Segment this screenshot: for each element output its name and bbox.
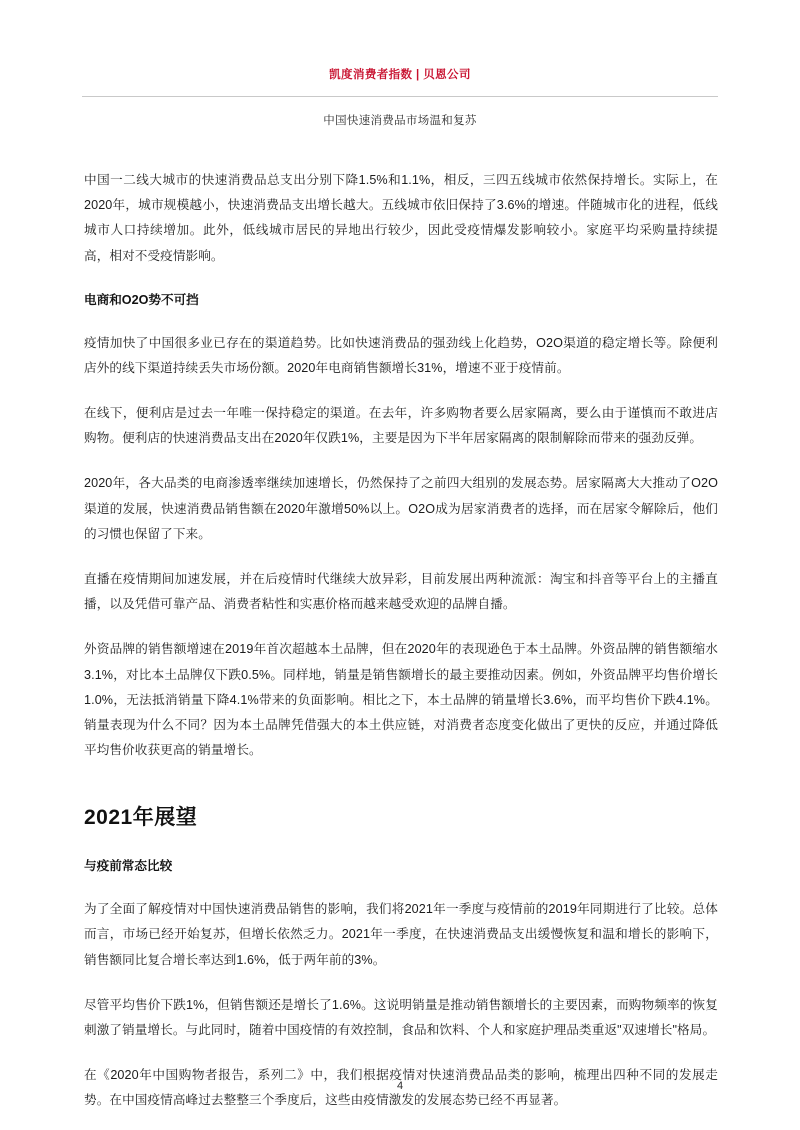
paragraph-2: 疫情加快了中国很多业已存在的渠道趋势。比如快速消费品的强劲线上化趋势，O2O渠道的稳定增长等。除便利店外的线下渠道持续丢失市场份额。2020年电商销售额增长31%，增速不亚于疫情前。 [84, 335, 718, 375]
paragraph-6: 外资品牌的销售额增速在2019年首次超越本土品牌，但在2020年的表现逊色于本土品牌。外资品牌的销售额缩水3.1%，对比本土品牌仅下跌0.5%。同样地，销量是销售额增长的最主要推动因素。例如，外资品牌平均售价增长1.0%，无法抵消销量下降4.1%带来的负面影响。相比之下，本土品牌的销量增长3.6%，而平均售价下跌4.1%。销量表现为什么不同？因为本土品牌凭借强大的本土供应链，对消费者态度变化做出了更快的反应，并通过降低平均售价收获更高的销量增长。 [84, 642, 718, 758]
document-content [84, 168, 718, 1130]
subheading-ecommerce-o2o: 电商和O2O势不可挡 [84, 292, 199, 307]
page-number: 4 [396, 1080, 404, 1092]
paragraph-8: 尽管平均售价下跌1%，但销售额还是增长了1.6%。这说明销量是推动销售额增长的主要因素，而购物频率的恢复刺激了销量增长。与此同时，随着中国疫情的有效控制，食品和饮料、个人和家庭护理品类重返"双速增长"格局。 [84, 997, 718, 1037]
paragraph-3: 在线下，便利店是过去一年唯一保持稳定的渠道。在去年，许多购物者要么居家隔离，要么由于谨慎而不敢进店购物。便利店的快速消费品支出在2020年仅跌1%，主要是因为下半年居家隔离的限制解除而带来的强劲反弹。 [84, 406, 718, 446]
header-brand: 凯度消费者指数 | 贝恩公司 [329, 69, 471, 81]
paragraph-5: 直播在疫情期间加速发展，并在后疫情时代继续大放异彩，目前发展出两种流派：淘宝和抖音等平台上的主播直播，以及凭借可靠产品、消费者粘性和实惠价格而越来越受欢迎的品牌自播。 [84, 571, 718, 612]
section-heading-outlook-2021: 2021年展望 [84, 806, 198, 830]
header-subtitle: 中国快速消费品市场温和复苏 [323, 115, 477, 127]
header-divider [82, 96, 718, 97]
paragraph-9: 在《2020年中国购物者报告，系列二》中，我们根据疫情对快速消费品品类的影响，梳理出四种不同的发展走势。在中国疫情高峰过去整整三个季度后，这些由疫情激发的发展态势已经不再显著。 [84, 1068, 718, 1108]
paragraph-4: 2020年，各大品类的电商渗透率继续加速增长，仍然保持了之前四大组别的发展态势。居家隔离大大推动了O2O渠道的发展，快速消费品销售额在2020年激增50%以上。O2O成为居家消费者的选择，而在居家令解除后，他们的习惯也保留了下来。 [84, 476, 718, 541]
paragraph-1: 中国一二线大城市的快速消费品总支出分别下降1.5%和1.1%，相反，三四五线城市依然保持增长。实际上，在2020年，城市规模越小，快速消费品支出增长越大。五线城市依旧保持了3.6%的增速。伴随城市化的进程，低线城市人口持续增加。此外，低线城市居民的异地出行较少，因此受疫情爆发影响较小。家庭平均采购量持续提高，相对不受疫情影响。 [84, 173, 718, 263]
paragraph-7: 为了全面了解疫情对中国快速消费品销售的影响，我们将2021年一季度与疫情前的2019年同期进行了比较。总体而言，市场已经开始复苏，但增长依然乏力。2021年一季度，在快速消费品支出缓慢恢复和温和增长的影响下，销售额同比复合增长率达到1.6%，低于两年前的3%。 [84, 902, 718, 967]
subheading-pre-pandemic-comparison: 与疫前常态比较 [84, 859, 173, 874]
